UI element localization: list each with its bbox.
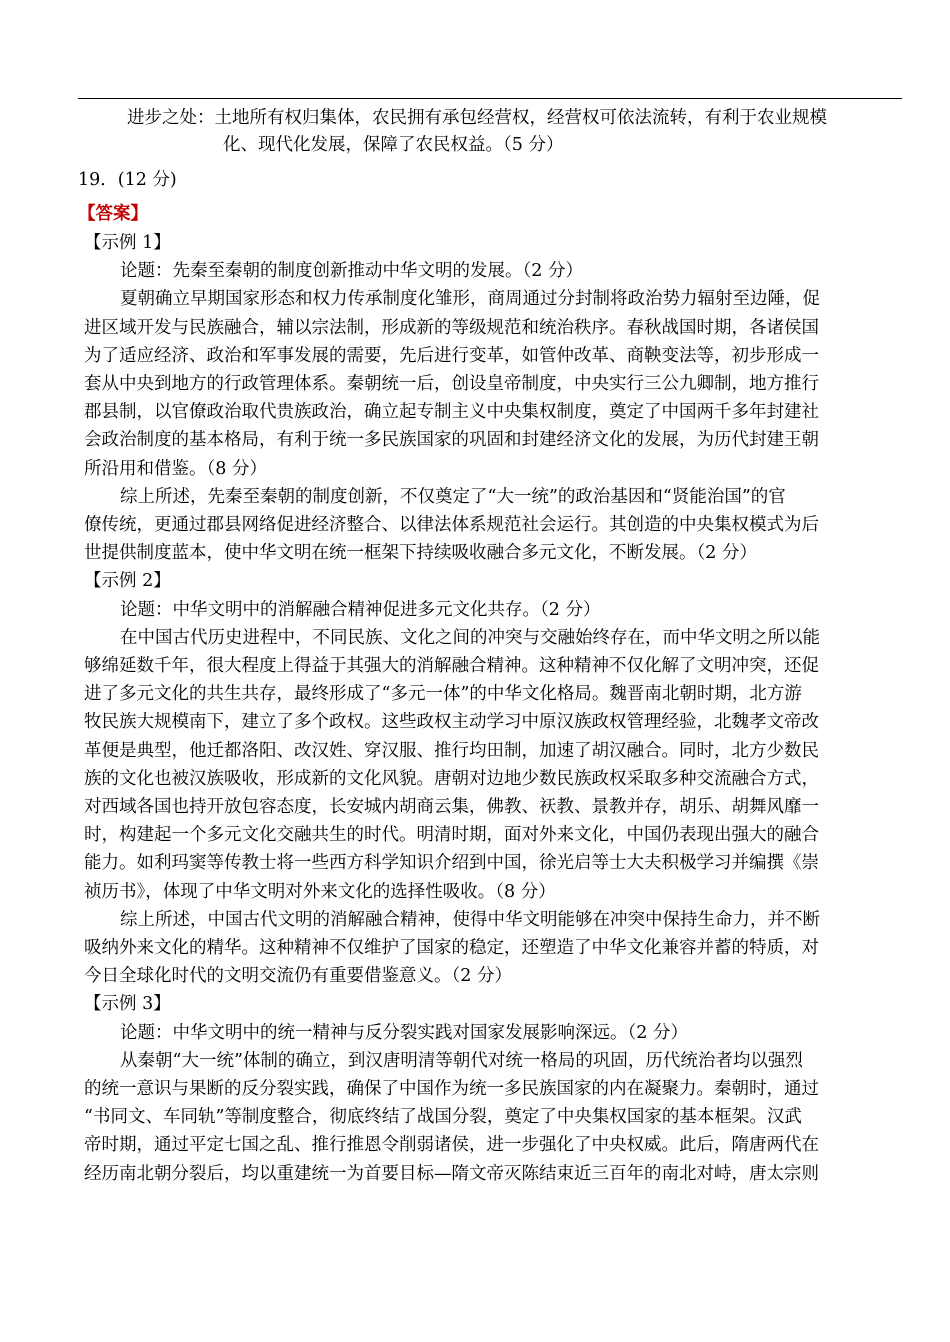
example-text-line: 会政治制度的基本格局，有利于统一多民族国家的巩固和封建经济文化的发展，为历代封建王朝 [84,430,819,451]
example-text-line: 今日全球化时代的文明交流仍有重要借鉴意义。（2 分） [84,966,512,987]
example-text-line: 帝时期，通过平定七国之乱、推行推恩令削弱诸侯，进一步强化了中央权威。此后，隋唐两代在 [84,1135,819,1156]
progress-text-line-2: 化、现代化发展，保障了农民权益。（5 分） [223,135,564,155]
example-text-line: 时，构建起一个多元文化交融共生的时代。明清时期，面对外来文化，中国仍表现出强大的融合 [84,825,819,846]
example-text-line: 综上所述，先秦至秦朝的制度创新，不仅奠定了“大一统”的政治基因和“贤能治国”的官 [120,486,786,507]
example-text-line: 够绵延数千年，很大程度上得益于其强大的消解融合精神。这种精神不仅化解了文明冲突，还促 [84,656,819,676]
example-text-line: 进了多元文化的共生共存，最终形成了“多元一体”的中华文化格局。魏晋南北朝时期，北方游 [84,684,802,705]
example-text-line: 郡县制，以官僚政治取代贵族政治，确立起专制主义中央集权制度，奠定了中国两千多年封建社 [84,402,819,423]
example-text-line: 牧民族大规模南下，建立了多个政权。这些政权主动学习中原汉族政权管理经验，北魏孝文帝改 [84,712,819,733]
example-text-line: 的统一意识与果断的反分裂实践，确保了中国作为统一多民族国家的内在凝聚力。秦朝时，通过 [84,1079,819,1099]
example-label: 【示例 1】 [84,233,171,253]
progress-text-line-1: 进步之处：土地所有权归集体，农民拥有承包经营权，经营权可依法流转，有利于农业规模 [127,108,827,128]
top-divider-line [78,98,902,99]
answer-label: 【答案】 [78,204,148,224]
example-text-line: 经历南北朝分裂后，均以重建统一为首要目标—隋文帝灭陈结束近三百年的南北对峙，唐太宗则 [84,1163,819,1184]
example-text-line: 革便是典型，他迁都洛阳、改汉姓、穿汉服、推行均田制，加速了胡汉融合。同时，北方少数民 [84,740,819,761]
example-text-line: “书同文、车同轨”等制度整合，彻底终结了战国分裂，奠定了中央集权国家的基本框架。汉武 [84,1107,802,1128]
example-text-line: 世提供制度蓝本，使中华文明在统一框架下持续吸收融合多元文化，不断发展。（2 分） [84,543,757,564]
example-text-line: 所沿用和借鉴。（8 分） [84,458,267,479]
example-text-line: 套从中央到地方的行政管理体系。秦朝统一后，创设皇帝制度，中央实行三公九卿制，地方推行 [84,374,819,394]
example-thesis-line: 论题：中华文明中的消解融合精神促进多元文化共存。（2 分） [120,599,601,620]
question-header: 19．(12 分) [78,170,177,190]
example-thesis-line: 论题：先秦至秦朝的制度创新推动中华文明的发展。（2 分） [120,261,583,282]
example-text-line: 夏朝确立早期国家形态和权力传承制度化雏形，商周通过分封制将政治势力辐射至边陲，促 [120,289,820,310]
example-text-line: 对西域各国也持开放包容态度，长安城内胡商云集，佛教、祆教、景教并存，胡乐、胡舞风靡一 [84,797,819,817]
example-text-line: 能力。如利玛窦等传教士将一些西方科学知识介绍到中国，徐光启等士大夫积极学习并编撰《崇 [84,853,819,874]
example-thesis-line: 论题：中华文明中的统一精神与反分裂实践对国家发展影响深远。（2 分） [120,1022,688,1043]
example-label: 【示例 3】 [84,994,171,1015]
example-text-line: 从秦朝“大一统”体制的确立，到汉唐明清等朝代对统一格局的巩固，历代统治者均以强烈 [120,1050,803,1071]
example-text-line: 吸纳外来文化的精华。这种精神不仅维护了国家的稳定，还塑造了中华文化兼容并蓄的特质，对 [84,938,819,958]
example-text-line: 在中国古代历史进程中，不同民族、文化之间的冲突与交融始终存在，而中华文明之所以能 [120,627,820,648]
example-label: 【示例 2】 [84,571,171,592]
example-text-line: 为了适应经济、政治和军事发展的需要，先后进行变革，如管仲改革、商鞅变法等，初步形成一 [84,345,819,366]
example-text-line: 僚传统，更通过郡县网络促进经济整合、以律法体系规范社会运行。其创造的中央集权模式为后 [84,515,819,535]
example-text-line: 进区域开发与民族融合，辅以宗法制，形成新的等级规范和统治秩序。春秋战国时期，各诸侯国 [84,317,819,338]
example-text-line: 综上所述，中国古代文明的消解融合精神，使得中华文明能够在冲突中保持生命力，并不断 [120,909,820,930]
example-text-line: 族的文化也被汉族吸收，形成新的文化风貌。唐朝对边地少数民族政权采取多种交流融合方式， [84,768,819,789]
example-text-line: 祯历书》，体现了中华文明对外来文化的选择性吸收。（8 分） [84,881,556,902]
